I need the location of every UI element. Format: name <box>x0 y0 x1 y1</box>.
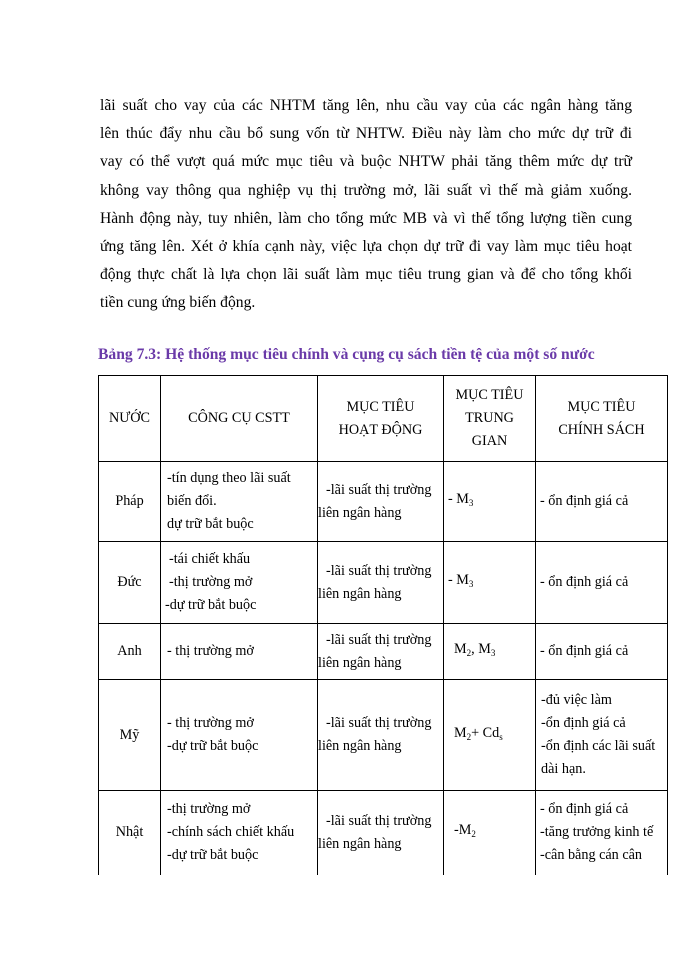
paragraph-line: lãi suất cho vay của các NHTM tăng lên, nhu cầu vay của các ngân hàng tăng <box>100 97 632 114</box>
intermediate-cell: - $M_3$ <box>444 542 536 624</box>
operating-cell: -lãi suất thị trường liên ngân hàng <box>318 680 444 791</box>
table-caption: Bảng 7.3: Hệ thống mục tiêu chính và cụng cụ sách tiền tệ của một số nước <box>98 346 595 363</box>
tools-cell: -thị trường mở -chính sách chiết khấu -dự trữ bắt buộc <box>161 791 318 875</box>
table-header-row <box>99 376 668 462</box>
body-paragraph <box>100 92 632 318</box>
tools-cell: - thị trường mở -dự trữ bắt buộc <box>161 680 318 791</box>
tools-cell: -tái chiết khấu -thị trường mở -dự trữ bắt buộc <box>161 542 318 624</box>
intermediate-cell: $-M_2$ <box>444 791 536 875</box>
paragraph-line: tiền cung ứng biến động. <box>100 294 256 312</box>
operating-cell: -lãi suất thị trường liên ngân hàng <box>318 624 444 680</box>
intermediate-cell: $M_2$, $M_3$ <box>444 624 536 680</box>
country-cell: Mỹ <box>99 680 161 791</box>
tools-cell: - thị trường mở <box>161 624 318 680</box>
operating-cell: -lãi suất thị trường liên ngân hàng <box>318 791 444 875</box>
paragraph-line: động thực chất là lựa chọn lãi suất làm mục tiêu trung gian và để cho tổng khối <box>100 266 632 284</box>
intermediate-cell: - $M_3$ <box>444 462 536 542</box>
header-intermediate-target: MỤC TIÊU TRUNG GIAN <box>444 376 536 462</box>
table-row <box>99 680 668 791</box>
paragraph-line: ứng tăng lên. Xét ở khía cạnh này, việc lựa chọn dự trữ đi vay làm mục tiêu hoạt <box>100 237 632 255</box>
country-cell: Anh <box>99 624 161 680</box>
operating-cell: -lãi suất thị trường liên ngân hàng <box>318 542 444 624</box>
table-row <box>99 542 668 624</box>
table-row <box>99 791 668 875</box>
header-policy-target: MỤC TIÊU CHÍNH SÁCH <box>536 376 668 462</box>
policy-cell: - ổn định giá cả <box>536 624 668 680</box>
operating-cell: -lãi suất thị trường liên ngân hàng <box>318 462 444 542</box>
policy-cell: -đủ việc làm -ổn định giá cả -ổn định các lãi suất dài hạn. <box>536 680 668 791</box>
tools-cell: -tín dụng theo lãi suất biến đổi. dự trữ bắt buộc <box>161 462 318 542</box>
table-row <box>99 624 668 680</box>
paragraph-line: vay có thể vượt quá mức mục tiêu và buộc NHTW phải tăng thêm mức dự trữ <box>100 153 632 171</box>
policy-cell: - ổn định giá cả <box>536 542 668 624</box>
header-operating-target: MỤC TIÊU HOẠT ĐỘNG <box>318 376 444 462</box>
country-cell: Đức <box>99 542 161 624</box>
paragraph-line: lên thúc đẩy nhu cầu bổ sung vốn từ NHTW. Điều này làm cho mức dự trữ đi <box>100 125 632 143</box>
policy-cell: - ổn định giá cả -tăng trưởng kinh tế -cân bằng cán cân <box>536 791 668 875</box>
table-row <box>99 462 668 542</box>
header-tools: CÔNG CỤ CSTT <box>161 376 318 462</box>
policy-cell: - ổn định giá cả <box>536 462 668 542</box>
header-country: NƯỚC <box>99 376 161 462</box>
paragraph-line: không vay thông qua nghiệp vụ thị trường mở, lãi suất vì thế mà giảm xuống. <box>100 181 632 199</box>
intermediate-cell: $M_2+ Cd_s$ <box>444 680 536 791</box>
monetary-policy-table <box>98 375 668 875</box>
paragraph-line: Hành động này, tuy nhiên, làm cho tổng mức MB và vì thế tổng lượng tiền cung <box>100 209 632 227</box>
country-cell: Nhật <box>99 791 161 875</box>
country-cell: Pháp <box>99 462 161 542</box>
